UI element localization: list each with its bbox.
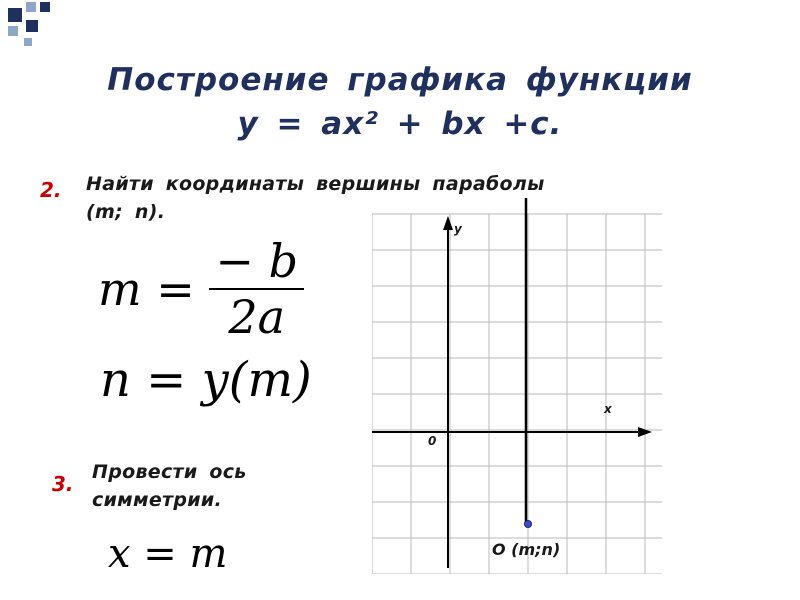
- corner-decoration: [0, 0, 70, 60]
- y-axis-arrow: [443, 216, 453, 230]
- x-axis-label: x: [604, 402, 612, 416]
- coordinate-grid: [372, 196, 662, 574]
- step-2-number: 2.: [40, 178, 62, 202]
- step-3-line-1: Провести ось: [92, 461, 247, 483]
- title-line-2: y = ax² + bx +c.: [237, 106, 563, 142]
- formula-m-denominator: 2a: [228, 290, 286, 344]
- formula-axis: x = m: [108, 531, 228, 577]
- formula-m-fraction: [209, 234, 304, 344]
- formula-n: n = y(m): [100, 352, 312, 408]
- step-2-line-1: Найти координаты вершины параболы: [86, 173, 545, 195]
- vertex-label: O (m;n): [492, 540, 561, 559]
- grid-lines: [372, 214, 662, 574]
- formula-m-lhs: m =: [98, 262, 195, 316]
- formula-m-numerator: − b: [215, 234, 299, 288]
- slide-title: [20, 58, 780, 146]
- origin-label: 0: [428, 434, 437, 448]
- y-axis-label: y: [454, 222, 462, 236]
- step-3-number: 3.: [52, 472, 74, 496]
- vertex-point: [525, 521, 532, 528]
- step-3-text: [92, 458, 247, 514]
- title-line-1: Построение графика функции: [107, 62, 693, 98]
- step-2-line-2: (m; n).: [86, 201, 166, 223]
- formula-m: [98, 234, 304, 344]
- step-3-line-2: симметрии.: [92, 489, 222, 511]
